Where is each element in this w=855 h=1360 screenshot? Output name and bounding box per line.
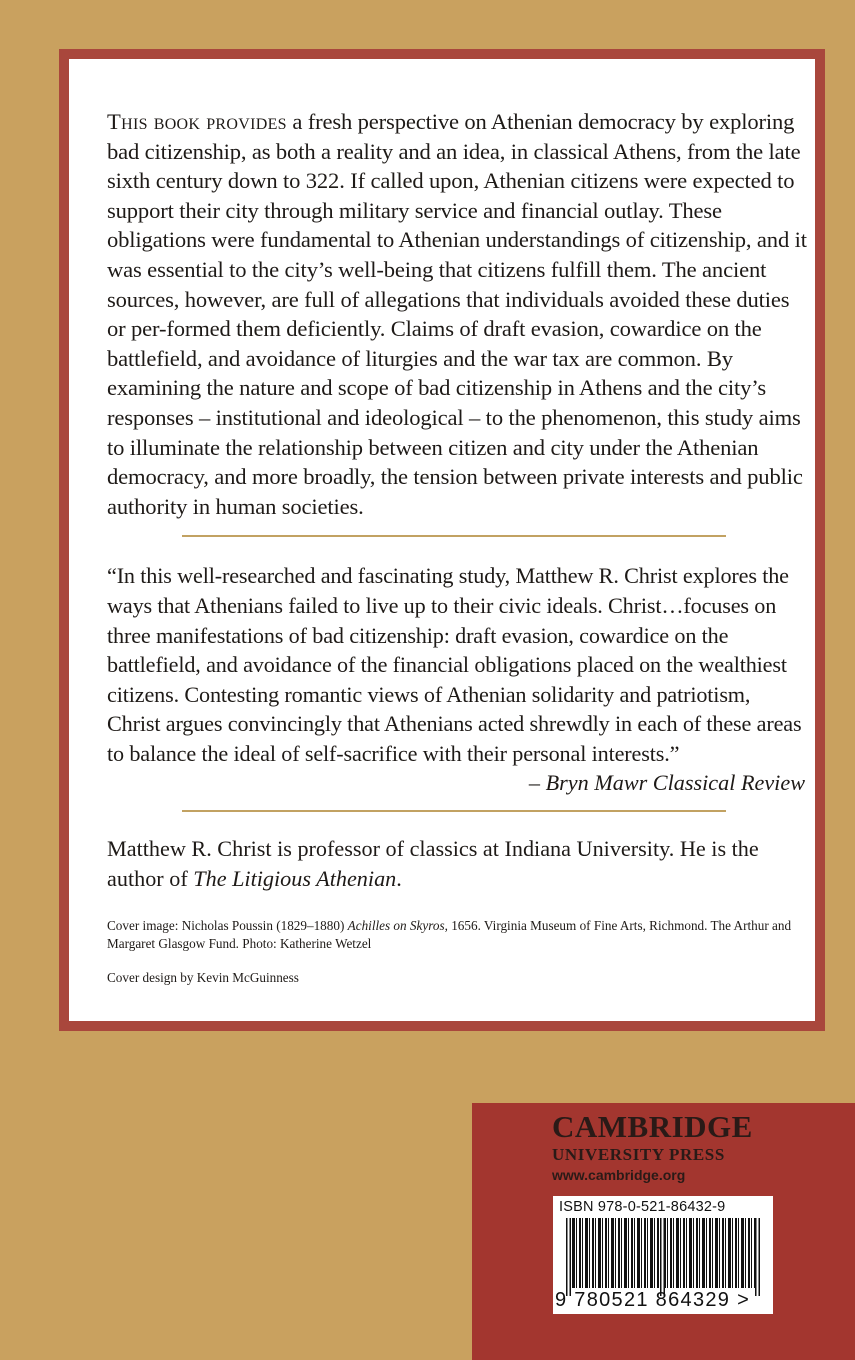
back-cover-text-panel xyxy=(69,59,815,1021)
author-bio-text: Matthew R. Christ is professor of classics at Indiana University. He is the author of xyxy=(107,836,759,891)
divider-rule xyxy=(182,535,726,537)
review-attribution: – Bryn Mawr Classical Review xyxy=(528,770,805,796)
description-lead: This book provides xyxy=(107,109,287,134)
barcode-digits: 9 780521 864329 > xyxy=(555,1289,751,1311)
cover-credit-suffix: , 1656. Virginia Museum of Fine Arts, Richmond. The Arthur and Margaret Glasgow Fund. Photo: Katherine Wetzel xyxy=(107,918,792,952)
back-cover-content xyxy=(107,107,807,987)
publisher-url: www.cambridge.org xyxy=(552,1167,686,1183)
author-previous-book: The Litigious Athenian xyxy=(193,865,397,891)
review-quote: “In this well-researched and fascinating study, Matthew R. Christ explores the ways that Athenians failed to live up to their civic ideals. Christ…focuses on three manifestations of bad citizenship: draft evasion, cowardice on the battlefield, and avoidance of the financial obligations placed on the wealthiest citizens. Contesting romantic views of Athenian solidarity and patriotism, Christ argues convincingly that Athenians acted shrewdly in each of these areas to balance the ideal of self-sacrifice with their personal interests.” xyxy=(107,563,802,766)
cover-image-credit xyxy=(107,917,807,953)
divider-rule xyxy=(182,810,726,812)
barcode-guard-right xyxy=(755,1218,760,1296)
description-text: a fresh perspective on Athenian democracy by exploring bad citizenship, as both a reality and an idea, in classical Athens, from the late sixth century down to 322. If called upon, Athenian citizens were expected to support their city through military service and financial outlay. These obligations were fundamental to Athenian understandings of citizenship, and it was essential to the city’s well-being that citizens fulfill them. The ancient sources, however, are full of allegations that individuals avoided these duties or per-formed them deficiently. Claims of draft evasion, cowardice on the battlefield, and avoidance of liturgies and the war tax are common. By examining the nature and scope of bad citizenship in Athens and the city’s responses – institutional and ideological – to the phenomenon, this study aims to illuminate the relationship between citizen and city under the Athenian democracy, and more broadly, the tension between private interests and public authority in human societies. xyxy=(107,109,807,519)
barcode-guard-left xyxy=(566,1218,571,1296)
book-description xyxy=(107,107,807,521)
author-bio xyxy=(107,834,807,893)
author-bio-end: . xyxy=(396,865,402,891)
barcode-guard-middle xyxy=(660,1218,665,1296)
artwork-title: Achilles on Skyros xyxy=(347,918,445,934)
back-cover-frame xyxy=(59,49,825,1031)
cover-credit-prefix: Cover image: Nicholas Poussin (1829–1880) xyxy=(107,918,348,934)
publisher-block xyxy=(472,1103,855,1360)
isbn-barcode xyxy=(553,1196,773,1314)
isbn-label: ISBN 978-0-521-86432-9 xyxy=(559,1199,726,1215)
publisher-name: CAMBRIDGE xyxy=(552,1109,753,1144)
publisher-subtitle: UNIVERSITY PRESS xyxy=(552,1145,725,1164)
cover-design-credit: Cover design by Kevin McGuinness xyxy=(107,970,299,986)
